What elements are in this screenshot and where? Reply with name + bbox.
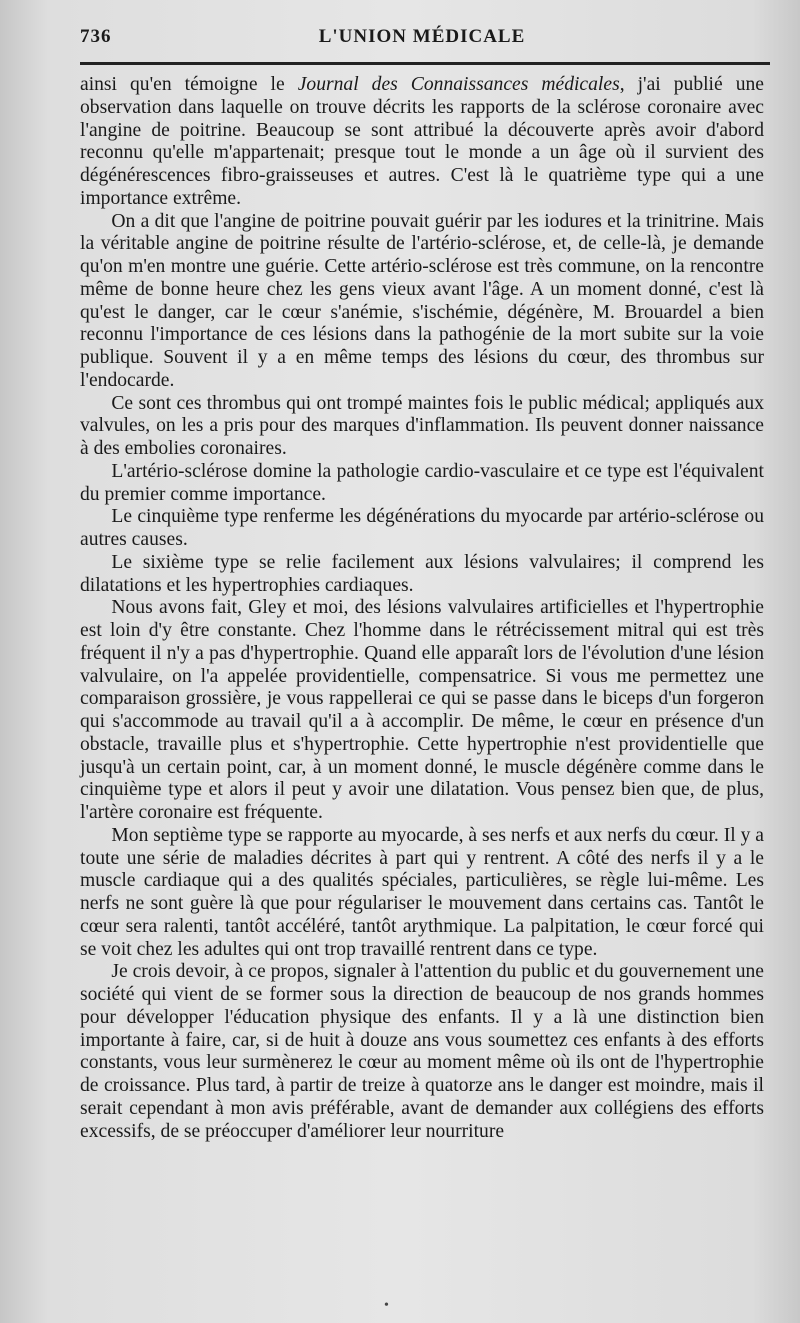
paragraph-3: Ce sont ces thrombus qui ont trompé maintes fois le public médical; appliqués aux valvules, on les a pris pour des marques d'inflammation. Ils peuvent donner naissance à des embolies coronaires.: [80, 392, 764, 459]
journal-title: Journal des Connaissances médicales: [297, 74, 620, 95]
paragraph-1: [80, 74, 764, 211]
paragraph-5: Le cinquième type renferme les dégénérations du myocarde par artério-sclérose ou autres causes.: [80, 506, 764, 550]
paragraph-8: Mon septième type se rapporte au myocarde, à ses nerfs et aux nerfs du cœur. Il y a toute une série de maladies décrites à part qui y rentrent. A côté des nerfs il y a le muscle cardiaque qui a des qualités spéciales, particulières, se règle lui-même. Les nerfs ne sont guère là que pour régulariser le mouvement dans certains cas. Tantôt le cœur sera ralenti, tantôt accéléré, tantôt arythmique. La palpitation, le cœur forcé qui se voit chez les adultes qui ont trop travaillé rentrent dans ce type.: [80, 824, 764, 960]
body-text: [80, 74, 764, 1143]
paragraph-9: Je crois devoir, à ce propos, signaler à l'attention du public et du gouvernement une société qui vient de se former sous la direction de beaucoup de nos grands hommes pour développer l'éducation physique des enfants. Il y a là une distinction bien importante à faire, car, si de huit à douze ans vous soumettez ces enfants à des efforts constants, vous leur surmènerez le cœur au moment même où ils ont de l'hypertrophie de croissance. Plus tard, à partir de treize à quatorze ans le danger est moindre, mais il serait cependant à mon avis préférable, avant de demander aux collégiens des efforts excessifs, de se préoccuper d'améliorer leur nourriture: [80, 961, 764, 1142]
page-number: 736: [80, 26, 112, 47]
paragraph-6: Le sixième type se relie facilement aux lésions valvulaires; il comprend les dilatations et les hypertrophies cardiaques.: [80, 551, 764, 596]
footer-mark: •: [384, 1298, 389, 1313]
paragraph-1-intro: ainsi qu'en témoigne le: [80, 74, 298, 95]
paragraph-2: On a dit que l'angine de poitrine pouvait guérir par les iodures et la trinitrine. Mais la véritable angine de poitrine résulte de l'artério-sclérose, et, de celle-là, je demande qu'on m'en montre une guérie. Cette artério-sclérose est très commune, on la rencontre même de bonne heure chez les gens vieux avant l'âge. A un moment donné, c'est là qu'est le danger, car le cœur s'anémie, s'ischémie, dégénère, M. Brouardel a bien reconnu l'importance de ces lésions dans la pathogénie de la mort subite sur la voie publique. Souvent il y a en même temps des lésions du cœur, des thrombus sur l'endocarde.: [80, 210, 764, 391]
running-head: L'UNION MÉDICALE: [318, 26, 526, 47]
paragraph-4: L'artério-sclérose domine la pathologie cardio-vasculaire et ce type est l'équivalent du premier comme importance.: [80, 460, 764, 505]
header-rule: [80, 62, 770, 65]
page-header: [80, 26, 764, 56]
paragraph-7: Nous avons fait, Gley et moi, des lésions valvulaires artificielles et l'hypertrophie est loin d'y être constante. Chez l'homme dans le rétrécissement mitral qui est très fréquent il n'y a pas d'hypertrophie. Quand elle apparaît lors de l'évolution d'une lésion valvulaire, on l'a appelée providentielle, compensatrice. Si vous me permettez une comparaison grossière, je vous rappellerai ce qui se passe dans le biceps d'un forgeron qui s'accommode au travail qu'il a à accomplir. De même, le cœur en présence d'un obstacle, travaille plus et s'hypertrophie. Cette hypertrophie n'est providentielle que jusqu'à un certain point, car, à un moment donné, le muscle dégénère comme dans le cinquième type et alors il peut y avoir une dilatation. Vous pensez bien que, de plus, l'artère coronaire est fréquente.: [80, 597, 764, 823]
paragraph-1-rest: , j'ai publié une observation dans laquelle on trouve décrits les rapports de la sclérose coronaire avec l'angine de poitrine. Beaucoup se sont attribué la découverte après avoir d'abord reconnu qu'elle m'appartenait; presque tout le monde a un âge où il survient des dégénérescences fibro-graisseuses et autres. C'est là le quatrième type qui a une importance extrême.: [80, 74, 764, 209]
